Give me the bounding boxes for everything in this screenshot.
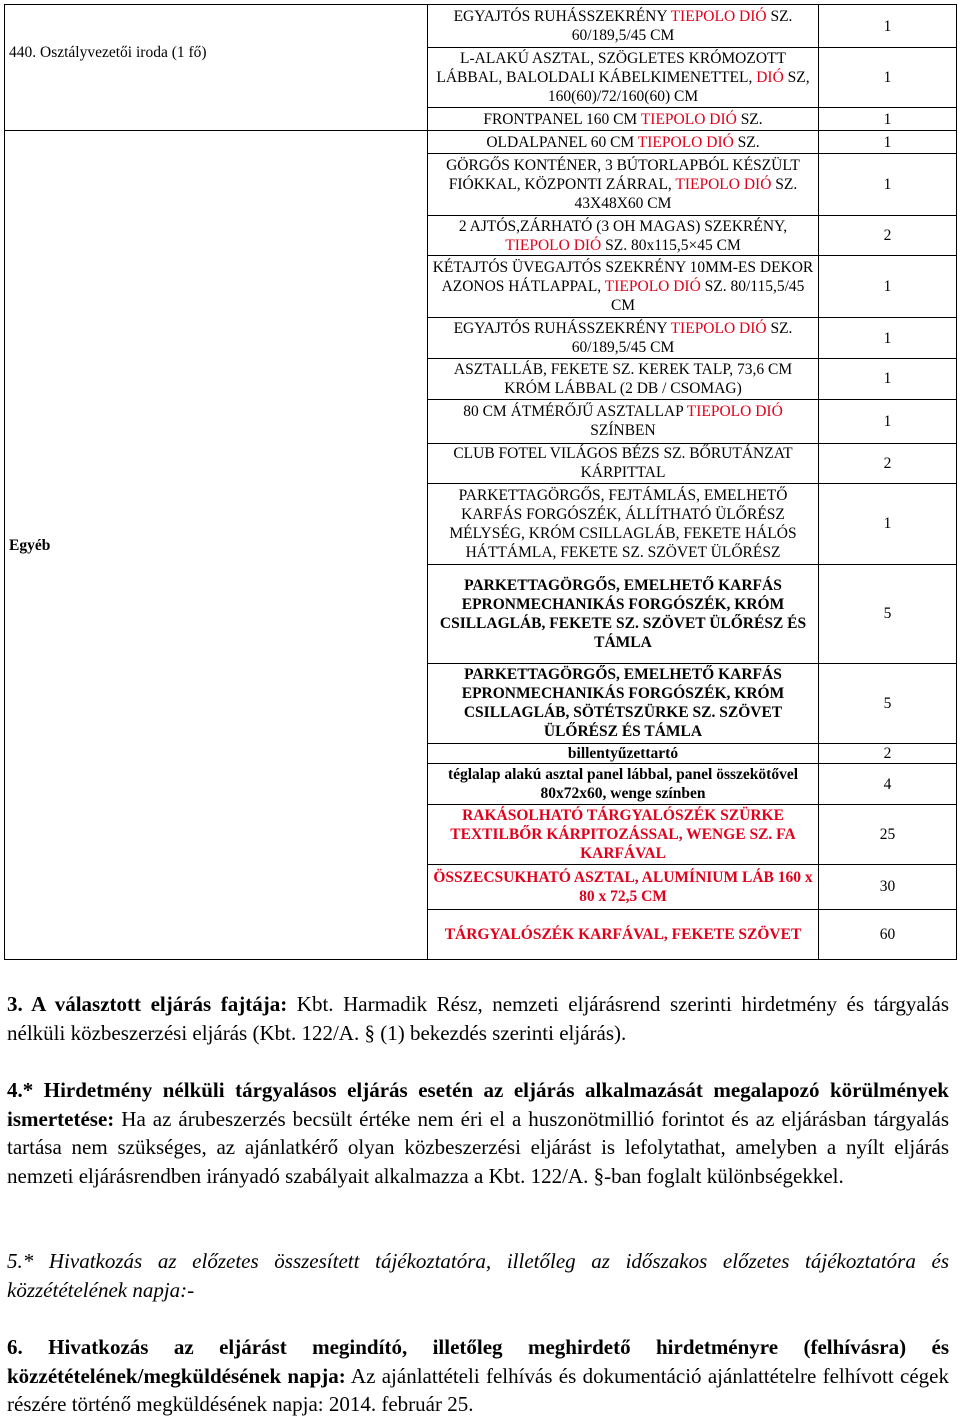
section-3-text: Kbt. Harmadik Rész, nemzeti eljárásrend szerinti hirdetmény és tárgyalás nélküli közbeszerzési eljárás (Kbt. 122/A. § (1) bekezdés szerinti eljárás). (7, 992, 949, 1045)
item-description-segment: ASZTALLÁB, FEKETE SZ. KEREK TALP, 73,6 CM KRÓM LÁBBAL (2 DB / CSOMAG) (453, 360, 793, 397)
table-row (5, 5, 957, 48)
item-description (428, 910, 819, 960)
item-description-segment: SZ. 60/189,5/45 CM (571, 320, 793, 357)
item-description (428, 48, 819, 108)
item-quantity: 1 (819, 358, 957, 399)
item-description-segment: TIEPOLO DIÓ (640, 110, 737, 128)
item-quantity: 5 (819, 664, 957, 744)
item-description-segment: KÉTAJTÓS ÜVEGAJTÓS SZEKRÉNY 10MM-ES DEKOR AZONOS HÁTLAPPAL, (432, 259, 814, 296)
table-row (5, 131, 957, 154)
item-description-segment: TIEPOLO DIÓ (670, 320, 767, 338)
section-6-text: Az ajánlattételi felhívás és dokumentáció ajánlattételre felhívott cégek részére történő megküldésének napja: 2014. február 25. (7, 1363, 950, 1416)
item-description-segment: billentyűzettartó (567, 745, 679, 762)
item-description-segment: SZ. 80/115,5/45 CM (610, 278, 805, 315)
item-quantity: 4 (819, 764, 957, 804)
item-quantity: 2 (819, 216, 957, 256)
section-4-text: Ha az árubeszerzés becsült értéke nem éri el a huszonötmillió forintot és az eljárásban tárgyalás tartása nem szükséges, az ajánlatkérő olyan közbeszerzési eljárást is lefolytathat, amelyben a nyílt eljárás nemzeti eljárásrendben irányadó szabályait alkalmazza a Kbt. 122/A. §-ban foglalt különbségekkel. (7, 1106, 949, 1188)
section-6-heading: 6. Hivatkozás az eljárást megindító, illetőleg meghirdető hirdetményre (felhívásra) és közzétételének/megküldésének napja: (7, 1335, 949, 1388)
section-3-heading: 3. A választott eljárás fajtája: (7, 992, 288, 1016)
item-description (428, 400, 819, 443)
item-quantity: 1 (819, 483, 957, 564)
item-description (428, 318, 819, 358)
item-description-segment: RAKÁSOLHATÓ TÁRGYALÓSZÉK SZÜRKE TEXTILBŐR KÁRPITOZÁSSAL, WENGE SZ. FA KARFÁVAL (450, 806, 796, 862)
item-description-segment: PARKETTAGÖRGŐS, EMELHETŐ KARFÁS EPRONMECHANIKÁS FORGÓSZÉK, KRÓM CSILLAGLÁB, FEKETE SZ. SZÖVET ÜLŐRÉSZ ÉS TÁMLA (439, 576, 807, 651)
item-description (428, 5, 819, 48)
item-description-segment: FRONTPANEL 160 CM (483, 110, 641, 128)
item-description (428, 216, 819, 256)
item-description-segment: TIEPOLO DIÓ (675, 175, 772, 193)
item-description-segment: ÖSSZECSUKHATÓ ASZTAL, ALUMÍNIUM LÁB 160 x 80 x 72,5 CM (433, 868, 813, 905)
item-quantity: 1 (819, 48, 957, 108)
group-label-office: 440. Osztályvezetői iroda (1 fő) (5, 5, 428, 131)
item-description (428, 743, 819, 764)
group-label-other: Egyéb (5, 131, 428, 960)
item-description-segment: OLDALPANEL 60 CM (486, 133, 638, 151)
item-description-segment: EGYAJTÓS RUHÁSSZEKRÉNY (453, 320, 671, 338)
item-quantity: 1 (819, 256, 957, 318)
item-quantity: 1 (819, 153, 957, 215)
item-description (428, 664, 819, 744)
item-description-segment: 80 CM ÁTMÉRŐJŰ ASZTALLAP (463, 403, 687, 421)
item-quantity: 30 (819, 864, 957, 910)
item-description (428, 804, 819, 864)
item-quantity: 5 (819, 564, 957, 663)
section-6 (7, 1333, 949, 1419)
item-description-segment: PARKETTAGÖRGŐS, EMELHETŐ KARFÁS EPRONMECHANIKÁS FORGÓSZÉK, KRÓM CSILLAGLÁB, SÖTÉTSZÜRKE SZ. SZÖVET ÜLŐRÉSZ ÉS TÁMLA (461, 666, 785, 741)
item-description-segment: TIEPOLO DIÓ (670, 8, 767, 26)
item-description (428, 256, 819, 318)
item-description-segment: téglalap alakú asztal panel lábbal, panel összekötővel 80x72x60, wenge színben (447, 766, 799, 803)
item-description (428, 443, 819, 483)
item-description-segment: SZ. 80x115,5×45 CM (601, 236, 741, 254)
item-description-segment: L-ALAKÚ ASZTAL, SZÖGLETES KRÓMOZOTT LÁBBAL, BALOLDALI KÁBELKIMENETTEL, (436, 50, 786, 87)
item-description (428, 131, 819, 154)
item-quantity: 1 (819, 5, 957, 48)
item-description-segment: SZ. (736, 110, 763, 128)
item-quantity: 1 (819, 131, 957, 154)
item-description-segment: CLUB FOTEL VILÁGOS BÉZS SZ. BŐRUTÁNZAT KÁRPITTAL (453, 445, 793, 482)
item-quantity: 25 (819, 804, 957, 864)
item-description-segment: TÁRGYALÓSZÉK KARFÁVAL, FEKETE SZÖVET (444, 926, 802, 944)
item-description (428, 358, 819, 399)
item-description-segment: SZ, 160(60)/72/160(60) CM (547, 69, 810, 106)
item-quantity: 60 (819, 910, 957, 960)
item-description-segment: TIEPOLO DIÓ (505, 236, 602, 254)
item-description (428, 153, 819, 215)
section-5-text: 5.* Hivatkozás az előzetes összesített tájékoztatóra, illetőleg az időszakos előzetes tájékoztatóra és közzétételének napja:- (7, 1249, 949, 1302)
section-5 (7, 1247, 949, 1304)
item-description-segment: SZ. 43X48X60 CM (574, 175, 798, 212)
item-quantity: 2 (819, 743, 957, 764)
item-description (428, 108, 819, 131)
item-description-segment: EGYAJTÓS RUHÁSSZEKRÉNY (453, 8, 671, 26)
item-description (428, 764, 819, 804)
item-description-segment: TIEPOLO DIÓ (604, 278, 701, 296)
item-description-segment: TIEPOLO DIÓ (637, 133, 734, 151)
item-description (428, 564, 819, 663)
equipment-table (4, 4, 957, 960)
item-description-segment: PARKETTAGÖRGŐS, FEJTÁMLÁS, EMELHETŐ KARFÁS FORGÓSZÉK, ÁLLÍTHATÓ ÜLŐRÉSZ MÉLYSÉG, KRÓM CSILLAGLÁB, FEKETE HÁLÓS HÁTTÁMLA, FEKETE SZ. SZÖVET ÜLŐRÉSZ (449, 486, 797, 561)
section-4-heading: 4.* Hirdetmény nélküli tárgyalásos eljárás esetén az eljárás alkalmazását megalapozó körülmények ismertetése: (7, 1078, 949, 1131)
item-description-segment: GÖRGŐS KONTÉNER, 3 BÚTORLAPBÓL KÉSZÜLT FIÓKKAL, KÖZPONTI ZÁRRAL, (446, 156, 800, 193)
item-description-segment: DIÓ (756, 69, 784, 87)
item-description (428, 864, 819, 910)
section-3 (7, 990, 949, 1047)
section-4 (7, 1076, 949, 1190)
item-description-segment: SZ. (733, 133, 760, 151)
item-quantity: 2 (819, 443, 957, 483)
item-quantity: 1 (819, 108, 957, 131)
item-description-segment: 2 AJTÓS,ZÁRHATÓ (3 OH MAGAS) SZEKRÉNY, (458, 217, 788, 235)
item-description-segment: TIEPOLO DIÓ (686, 403, 783, 421)
item-quantity: 1 (819, 318, 957, 358)
item-description (428, 483, 819, 564)
item-description-segment: SZÍNBEN (590, 422, 656, 440)
item-description-segment: SZ. 60/189,5/45 CM (571, 8, 793, 45)
item-quantity: 1 (819, 400, 957, 443)
